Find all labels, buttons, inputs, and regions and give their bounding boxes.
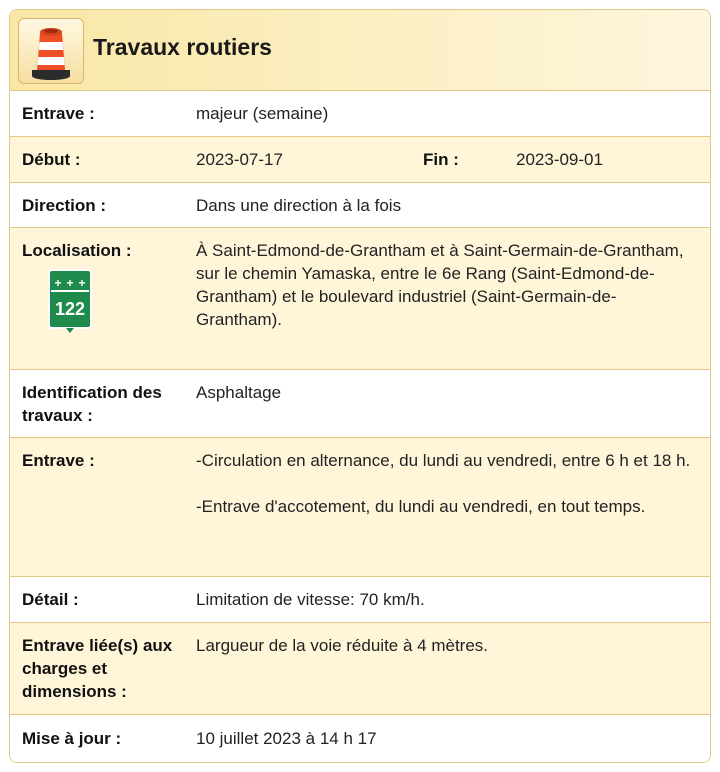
mise-a-jour-value: 10 juillet 2023 à 14 h 17 <box>196 729 377 748</box>
debut-value: 2023-07-17 <box>196 150 283 169</box>
roadwork-card <box>9 9 711 763</box>
direction-value: Dans une direction à la fois <box>196 196 402 215</box>
svg-text:+: + <box>66 276 74 290</box>
row-detail <box>10 577 710 623</box>
row-localisation <box>10 228 710 370</box>
debut-label: Début : <box>22 150 81 169</box>
entrave-line: -Circulation en alternance, du lundi au vendredi, entre 6 h et 18 h. <box>196 451 691 470</box>
identification-value: Asphaltage <box>196 383 282 402</box>
row-mise-a-jour <box>10 715 710 762</box>
detail-value: Limitation de vitesse: 70 km/h. <box>196 590 425 609</box>
card-header <box>10 10 710 91</box>
row-identification <box>10 370 710 438</box>
route-shield-icon <box>48 269 92 342</box>
entrave-details-label: Entrave : <box>22 451 95 470</box>
mise-a-jour-label: Mise à jour : <box>22 729 122 748</box>
entrave-details-value <box>196 449 701 518</box>
identification-label: Identification des travaux : <box>22 383 162 425</box>
entrave-line: -Entrave d'accotement, du lundi au vendredi, en tout temps. <box>196 497 646 516</box>
detail-label: Détail : <box>22 590 79 609</box>
direction-label: Direction : <box>22 196 107 215</box>
row-dates <box>10 137 710 183</box>
traffic-barrel-icon <box>18 18 84 84</box>
row-charges <box>10 623 710 715</box>
svg-text:122: 122 <box>54 299 86 319</box>
row-direction <box>10 183 710 228</box>
svg-text:+: + <box>54 276 62 290</box>
localisation-label: Localisation : <box>22 241 132 260</box>
entrave-value: majeur (semaine) <box>196 104 329 123</box>
charges-value: Largueur de la voie réduite à 4 mètres. <box>196 636 489 655</box>
row-entrave <box>10 91 710 137</box>
localisation-value: À Saint-Edmond-de-Grantham et à Saint-Germain-de-Grantham, sur le chemin Yamaska, entre le 6e Rang (Saint-Edmond-de-Grantham) et le boulevard industriel (Saint-Germain-de-Grantham). <box>196 241 684 329</box>
fin-label: Fin : <box>423 150 459 169</box>
card-title: Travaux routiers <box>93 34 272 60</box>
fin-value: 2023-09-01 <box>516 150 603 169</box>
entrave-label: Entrave : <box>22 104 95 123</box>
row-entrave-details <box>10 438 710 577</box>
svg-text:+: + <box>78 276 86 290</box>
charges-label: Entrave liée(s) aux charges et dimensions : <box>22 636 173 701</box>
